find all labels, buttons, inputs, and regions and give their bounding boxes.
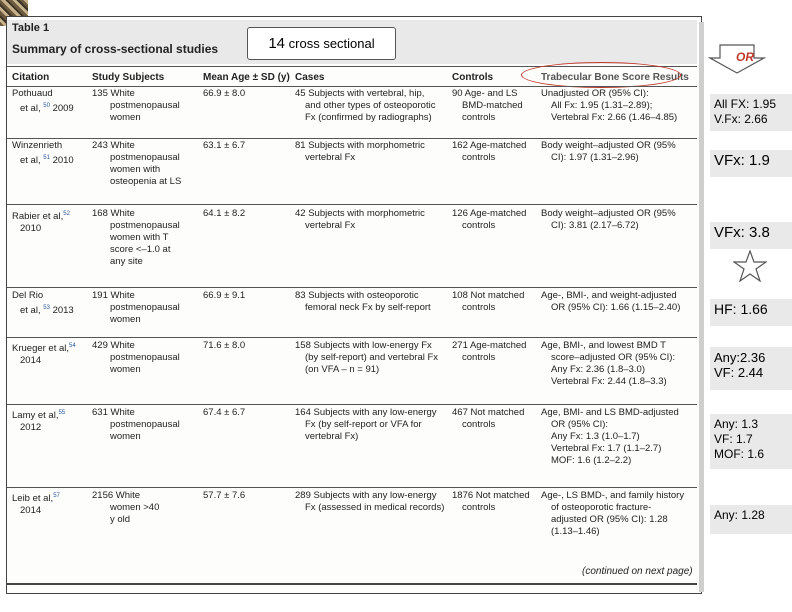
or-note-line: HF: 1.66 — [714, 301, 768, 317]
subjects-cell-line: 243 White — [92, 140, 135, 151]
subjects-cell-line: score <–1.0 at — [110, 244, 171, 255]
badge-text: cross sectional — [288, 36, 375, 51]
reference-number: 57 — [53, 493, 60, 499]
controls-cell — [452, 208, 526, 232]
subjects-cell-line: women — [110, 112, 141, 123]
subjects-cell-line: 631 White — [92, 407, 135, 418]
results-cell-line: MOF: 1.6 (1.2–2.2) — [551, 455, 632, 466]
subjects-cell-line: postmenopausal — [110, 152, 180, 163]
results-cell-line: Age, BMI- and LS BMD-adjusted — [541, 407, 679, 418]
cases-cell-line: 45 Subjects with vertebral, hip, — [295, 88, 425, 99]
reference-number: 50 — [43, 103, 50, 109]
subjects-cell-line: women with — [110, 164, 161, 175]
subjects-cell-line: any site — [110, 256, 143, 267]
cases-cell-line: 289 Subjects with any low-energy — [295, 490, 437, 501]
reference-number: 53 — [43, 305, 50, 311]
subjects-cell — [92, 208, 180, 268]
or-note — [710, 505, 792, 534]
subjects-cell-line: 168 White — [92, 208, 135, 219]
cases-cell-line: (on VFA – n = 91) — [305, 364, 380, 375]
controls-cell-line: controls — [462, 152, 496, 163]
controls-cell-line: controls — [462, 302, 496, 313]
cases-cell — [295, 208, 425, 232]
age-cell: 71.6 ± 8.0 — [203, 340, 246, 351]
page-edge — [699, 22, 704, 592]
or-note-line: VF: 1.7 — [714, 432, 753, 446]
or-note-line: VFx: 1.9 — [714, 152, 770, 169]
results-cell — [541, 140, 676, 164]
subjects-cell-line: y old — [110, 514, 131, 525]
controls-cell-line: BMD-matched — [462, 100, 523, 111]
results-cell-line: Unadjusted OR (95% CI): — [541, 88, 649, 99]
citation-cell-line: Winzenrieth — [12, 140, 63, 151]
controls-cell-line: 467 Not matched — [452, 407, 525, 418]
or-note — [710, 299, 792, 326]
or-note — [710, 414, 792, 469]
controls-cell-line: 1876 Not matched — [452, 490, 530, 501]
cases-cell — [295, 490, 444, 514]
citation-text: et al, — [20, 305, 44, 317]
controls-cell-line: 271 Age-matched — [452, 340, 527, 351]
header-bottom-rule — [7, 86, 697, 87]
results-cell — [541, 407, 679, 467]
cases-cell-line: Fx (by self-report or VFA for — [305, 419, 422, 430]
citation-year: 2010 — [52, 155, 74, 167]
results-cell-line: Vertebral Fx: 2.66 (1.46–4.85) — [551, 112, 678, 123]
results-cell-line: All Fx: 1.95 (1.31–2.89); — [551, 100, 653, 111]
subjects-cell-line: women — [110, 364, 141, 375]
citation-cell-line: 2010 — [20, 223, 42, 235]
citation-cell — [12, 140, 74, 167]
results-cell-line: Any Fx: 1.3 (1.0–1.7) — [551, 431, 640, 442]
citation-year: 2013 — [52, 305, 74, 317]
row-divider — [7, 287, 697, 288]
row-divider — [7, 337, 697, 338]
or-note — [710, 347, 792, 390]
subjects-cell — [92, 88, 180, 124]
subjects-cell-line: 191 White — [92, 290, 135, 301]
citation-cell — [12, 290, 74, 317]
controls-cell-line: controls — [462, 419, 496, 430]
controls-cell — [452, 140, 526, 164]
cases-cell-line: 83 Subjects with osteoporotic — [295, 290, 419, 301]
cases-cell — [295, 88, 435, 124]
results-cell-line: CI): 1.97 (1.31–2.96) — [551, 152, 639, 163]
citation-cell-line — [12, 100, 74, 115]
column-header-subjects: Study Subjects — [92, 72, 165, 83]
results-cell-line: Age-, BMI-, and weight-adjusted — [541, 290, 677, 301]
column-header-controls: Controls — [452, 72, 494, 83]
badge-number: 14 — [268, 35, 286, 52]
subjects-cell-line: osteopenia at LS — [110, 176, 182, 187]
column-header-age: Mean Age ± SD (y) — [203, 72, 290, 83]
reference-number: 52 — [63, 211, 70, 217]
or-note-line: Any: 1.28 — [714, 508, 765, 522]
or-note-line: VFx: 3.8 — [714, 224, 770, 241]
cases-cell-line: 164 Subjects with any low-energy — [295, 407, 437, 418]
citation-cell — [12, 208, 70, 235]
age-cell: 57.7 ± 7.6 — [203, 490, 246, 501]
citation-cell-line: Lamy et al,$^{55}$ — [12, 410, 66, 422]
cases-cell — [295, 140, 425, 164]
results-cell-line: Vertebral Fx: 1.7 (1.1–2.7) — [551, 443, 662, 454]
citation-cell-line: Krueger et al,$^{54}$ — [12, 343, 76, 355]
citation-text: et al, — [20, 155, 44, 167]
controls-cell-line: controls — [462, 220, 496, 231]
cases-cell-line: vertebral Fx) — [305, 431, 359, 442]
citation-year: 2009 — [52, 103, 74, 115]
or-note — [710, 94, 792, 131]
results-cell-line: OR (95% CI): 1.66 (1.15–2.40) — [551, 302, 681, 313]
results-cell-line: Any Fx: 2.36 (1.8–3.0) — [551, 364, 645, 375]
or-note-line: Any:2.36 — [714, 350, 766, 365]
subjects-cell — [92, 140, 181, 188]
or-note-line: All FX: 1.95 — [714, 97, 777, 111]
results-cell — [541, 340, 675, 388]
controls-cell-line: 162 Age-matched — [452, 140, 527, 151]
citation-cell-line: Del Rio — [12, 290, 44, 301]
subjects-cell-line: postmenopausal — [110, 100, 180, 111]
cases-cell — [295, 290, 431, 314]
controls-cell-line: 90 Age- and LS — [452, 88, 518, 99]
controls-cell — [452, 88, 523, 124]
row-divider — [7, 204, 697, 205]
results-cell — [541, 490, 684, 538]
results-cell-line: of osteoporotic fracture- — [551, 502, 652, 513]
results-cell-line: OR (95% CI): — [551, 419, 609, 430]
or-note-line: V.Fx: 2.66 — [714, 112, 768, 126]
row-divider — [7, 404, 697, 405]
row-divider — [7, 138, 697, 139]
citation-cell-line: Leib et al,$^{57}$ — [12, 493, 60, 505]
results-cell-line: Vertebral Fx: 2.44 (1.8–3.3) — [551, 376, 667, 387]
citation-cell — [12, 88, 74, 115]
or-note-line: Any: 1.3 — [714, 417, 759, 431]
citation-cell-line: Rabier et al,$^{52}$ — [12, 211, 70, 223]
or-note — [710, 222, 792, 249]
controls-cell — [452, 490, 530, 514]
table-bottom-rule — [7, 583, 697, 585]
citation-text: et al, — [20, 103, 44, 115]
subjects-cell-line: women — [110, 314, 141, 325]
subjects-cell-line: postmenopausal — [110, 419, 180, 430]
results-cell-line: Body weight–adjusted OR (95% — [541, 208, 676, 219]
subjects-cell — [92, 407, 180, 443]
results-cell-line: Age-, LS BMD-, and family history — [541, 490, 685, 501]
citation-cell-line — [12, 152, 74, 167]
citation-cell — [12, 340, 76, 367]
column-header-tbs-results: Trabecular Bone Score Results — [541, 72, 689, 83]
controls-cell-line: controls — [462, 352, 496, 363]
subjects-cell-line: 2156 White — [92, 490, 141, 501]
subjects-cell-line: 429 White — [92, 340, 135, 351]
subjects-cell-line: women >40 — [110, 502, 160, 513]
subjects-cell-line: 135 White — [92, 88, 135, 99]
cross-sectional-badge — [247, 27, 396, 60]
subjects-cell — [92, 490, 159, 526]
subjects-cell — [92, 290, 180, 326]
controls-cell — [452, 407, 524, 431]
or-note-line: MOF: 1.6 — [714, 447, 765, 461]
cases-cell-line: vertebral Fx — [305, 220, 356, 231]
cases-cell-line: 42 Subjects with morphometric — [295, 208, 425, 219]
age-cell: 67.4 ± 6.7 — [203, 407, 246, 418]
results-cell — [541, 290, 680, 314]
citation-cell-line: Pothuaud — [12, 88, 53, 99]
cases-cell-line: vertebral Fx — [305, 152, 356, 163]
cases-cell-line: 158 Subjects with low-energy Fx — [295, 340, 432, 351]
controls-cell-line: controls — [462, 112, 496, 123]
citation-cell-line: 2012 — [20, 422, 42, 434]
cases-cell — [295, 407, 437, 443]
subjects-cell — [92, 340, 180, 376]
results-cell — [541, 208, 676, 232]
cases-cell — [295, 340, 438, 376]
cases-cell-line: (by self-report) and vertebral Fx — [305, 352, 439, 363]
age-cell: 63.1 ± 6.7 — [203, 140, 246, 151]
continued-note: (continued on next page) — [582, 566, 693, 577]
controls-cell-line: controls — [462, 502, 496, 513]
controls-cell-line: 108 Not matched — [452, 290, 525, 301]
citation-cell-line — [12, 302, 74, 317]
reference-number: 55 — [58, 410, 66, 416]
age-cell: 66.9 ± 8.0 — [203, 88, 246, 99]
subjects-cell-line: women with T — [110, 232, 169, 243]
highlight-ellipse — [521, 62, 681, 88]
subjects-cell-line: postmenopausal — [110, 220, 180, 231]
citation-cell — [12, 490, 60, 517]
subjects-cell-line: postmenopausal — [110, 352, 180, 363]
cases-cell-line: 81 Subjects with morphometric — [295, 140, 425, 151]
or-note-line: VF: 2.44 — [714, 365, 764, 380]
cases-cell-line: femoral neck Fx by self-report — [305, 302, 431, 313]
citation-cell-line: 2014 — [20, 505, 42, 517]
cases-cell-line: Fx (confirmed by radiographs) — [305, 112, 432, 123]
cases-cell-line: and other types of osteoporotic — [305, 100, 436, 111]
results-cell-line: adjusted OR (95% CI): 1.28 — [551, 514, 668, 525]
results-cell-line: (1.13–1.46) — [551, 526, 600, 537]
table-title: Summary of cross-sectional studies — [12, 42, 219, 56]
or-note — [710, 150, 792, 177]
table-label: Table 1 — [12, 22, 50, 34]
cases-cell-line: Fx (assessed in medical records) — [305, 502, 445, 513]
results-cell — [541, 88, 677, 124]
controls-cell-line: 126 Age-matched — [452, 208, 527, 219]
subjects-cell-line: women — [110, 431, 141, 442]
age-cell: 66.9 ± 9.1 — [203, 290, 246, 301]
results-cell-line: Body weight–adjusted OR (95% — [541, 140, 676, 151]
results-cell-line: Age, BMI-, and lowest BMD T — [541, 340, 666, 351]
star-icon — [733, 250, 767, 282]
controls-cell — [452, 340, 526, 364]
results-cell-line: score–adjusted OR (95% CI): — [551, 352, 676, 363]
citation-cell — [12, 407, 65, 434]
controls-cell — [452, 290, 524, 314]
age-cell: 64.1 ± 8.2 — [203, 208, 246, 219]
or-label: OR — [736, 50, 754, 64]
column-header-citation: Citation — [12, 72, 50, 83]
column-header-cases: Cases — [295, 72, 325, 83]
reference-number: 54 — [69, 343, 76, 349]
reference-number: 51 — [43, 155, 50, 161]
subjects-cell-line: postmenopausal — [110, 302, 180, 313]
row-divider — [7, 487, 697, 488]
results-cell-line: CI): 3.81 (2.17–6.72) — [551, 220, 639, 231]
citation-cell-line: 2014 — [20, 355, 42, 367]
